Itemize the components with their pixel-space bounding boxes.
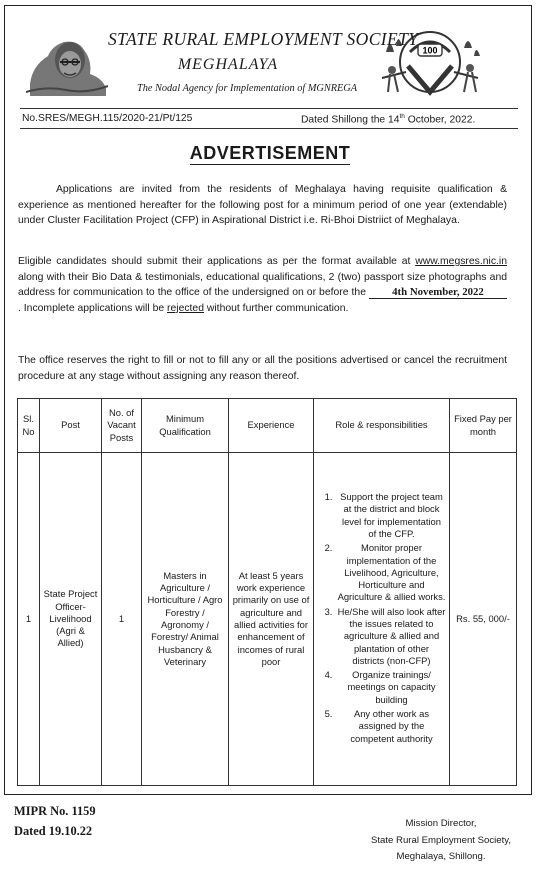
organization-name: STATE RURAL EMPLOYMENT SOCIETY: [108, 29, 419, 49]
signatory-title: Mission Director,: [405, 818, 477, 829]
cell-qualification: Masters in Agriculture / Horticulture / Agro Forestry / Agronomy / Forestry/ Animal Husbancry & Veterinary: [142, 453, 229, 786]
role-item: 5. Any other work as assigned by the competent authority: [335, 708, 446, 745]
cell-vacant: 1: [102, 453, 142, 786]
mipr-number: MIPR No. 1159: [14, 804, 96, 818]
header-sl-no: Sl. No: [18, 399, 40, 453]
paragraph-eligibility: Eligible candidates should submit their applications as per the format available at www.megsres.nic.in along with their Bio Data & testimonials, educational qualifications, 2 (two) passport size photographs and address for communication to the office of the undersigned on or before the 4th November, 2022. Incomplete applications will be rejected without further communication.: [18, 256, 507, 314]
signatory-place: Meghalaya, Shillong.: [396, 851, 486, 862]
role-item: 2. Monitor proper implementation of the Livelihood, Agriculture, Horticulture and Agriculture & allied works.: [335, 542, 446, 603]
mipr-block: [14, 801, 96, 841]
header-divider-bottom: [20, 128, 518, 129]
header-experience: Experience: [229, 399, 314, 453]
table-header-row: [18, 399, 517, 453]
role-item: 1. Support the project team at the district and block level for implementation of the CFP.: [335, 491, 446, 540]
role-item: 4. Organize trainings/ meetings on capacity building: [335, 669, 446, 706]
paragraph-reservation: The office reserves the right to fill or not to fill any or all the positions advertised or cancel the recruitment procedure at any stage without assigning any reason thereof.: [18, 355, 507, 382]
issue-date: Dated Shillong the 14th October, 2022.: [301, 113, 476, 126]
cell-post: State Project Officer-Livelihood (Agri & Allied): [40, 453, 102, 786]
header-pay: Fixed Pay per month: [450, 399, 517, 453]
table-row: [18, 453, 517, 786]
header-divider-top: [20, 108, 518, 109]
signatory-organization: State Rural Employment Society,: [370, 834, 512, 846]
role-item: 3. He/She will also look after the issues related to agriculture & allied and plantation of other districts (non-CFP): [335, 606, 446, 667]
header-vacant-posts: No. of Vacant Posts: [102, 399, 142, 453]
paragraph-invitation: Applications are invited from the residents of Meghalaya having requisite qualification & experience as mentioned hereafter for the following post for a minimum period of one year (extendable) under Cluster Facilitation Project (CFP) in Aspirational District i.e. Ri-Bhoi Distriict of Meghalaya.: [18, 184, 507, 227]
header-post: Post: [40, 399, 102, 453]
portrait-logo: [26, 26, 108, 100]
deadline-date: 4th November, 2022: [369, 286, 507, 299]
cell-experience: At least 5 years work experience primarily on use of agriculture and allied activities for enhancement of incomes of rural poor: [229, 453, 314, 786]
website-link[interactable]: www.megsres.nic.in: [415, 256, 507, 267]
signature-block: [366, 816, 516, 866]
organization-state: MEGHALAYA: [177, 56, 279, 73]
mipr-date: Dated 19.10.22: [14, 824, 93, 838]
emblem-number: 100: [422, 45, 438, 56]
header-roles: Role & responsibilities: [314, 399, 450, 453]
cell-pay: Rs. 55, 000/-: [450, 453, 517, 786]
cell-roles: [314, 453, 450, 786]
page-title: ADVERTISEMENT: [189, 143, 351, 163]
vacancy-table: [17, 398, 517, 786]
agency-tagline: The Nodal Agency for Implementation of MGNREGA: [136, 83, 357, 94]
reference-number: No.SRES/MEGH.115/2020-21/Pt/125: [22, 113, 193, 124]
cell-sl-no: 1: [18, 453, 40, 786]
header-qualification: Minimum Qualification: [142, 399, 229, 453]
